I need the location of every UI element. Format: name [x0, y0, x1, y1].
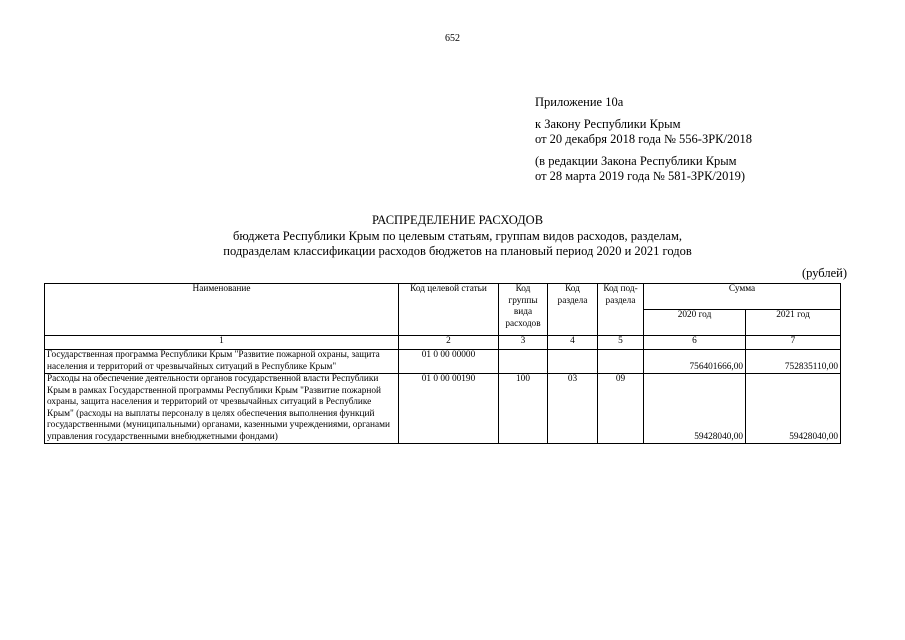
- header-subsection-code: Код под-раздела: [598, 284, 644, 336]
- row-sum-2020: 756401666,00: [644, 350, 746, 374]
- table-row: [45, 374, 841, 444]
- row-section-code: 03: [548, 374, 598, 444]
- appendix-law-date: от 20 декабря 2018 года № 556-ЗРК/2018: [535, 132, 752, 146]
- document-title: [0, 213, 905, 260]
- header-year-2021: 2021 год: [746, 310, 841, 336]
- col-number: 1: [45, 336, 399, 350]
- row-group-code: [499, 350, 548, 374]
- table-row: [45, 350, 841, 374]
- col-number: 7: [746, 336, 841, 350]
- row-target-code: 01 0 00 00190: [399, 374, 499, 444]
- row-name: Расходы на обеспечение деятельности органов государственной власти Республики Крым в рамках Государственной программы Республики Крым "Развитие пожарной охраны, защита населения и территорий от чрезвычайных ситуаций в Республике Крым" (расходы на выплаты персоналу в целях обеспечения выполнения функций государственными (муниципальными) органами, казенными учреждениями, органами управления государственными внебюджетными фондами): [45, 374, 399, 444]
- header-group-code: Код группы вида расходов: [499, 284, 548, 336]
- title-heading: РАСПРЕДЕЛЕНИЕ РАСХОДОВ: [371, 213, 544, 227]
- budget-table: [44, 283, 841, 444]
- col-number: 3: [499, 336, 548, 350]
- title-subtitle-2: подразделам классификации расходов бюджетов на плановый период 2020 и 2021 годов: [223, 244, 692, 258]
- appendix-revision: (в редакции Закона Республики Крым: [535, 154, 737, 168]
- row-sum-2021: 752835110,00: [746, 350, 841, 374]
- appendix-law: к Закону Республики Крым: [535, 117, 681, 131]
- row-subsection-code: [598, 350, 644, 374]
- row-subsection-code: 09: [598, 374, 644, 444]
- col-number: 6: [644, 336, 746, 350]
- row-sum-2021: 59428040,00: [746, 374, 841, 444]
- appendix-block: [535, 95, 752, 184]
- appendix-revision-date: от 28 марта 2019 года № 581-ЗРК/2019): [535, 169, 746, 183]
- col-number: 4: [548, 336, 598, 350]
- row-sum-2020: 59428040,00: [644, 374, 746, 444]
- header-year-2020: 2020 год: [644, 310, 746, 336]
- col-number: 2: [399, 336, 499, 350]
- column-number-row: [45, 336, 841, 350]
- appendix-title: Приложение 10а: [535, 95, 624, 109]
- units-label: (рублей): [801, 266, 847, 280]
- title-subtitle-1: бюджета Республики Крым по целевым статьям, группам видов расходов, разделам,: [233, 228, 682, 243]
- header-target-code: Код целевой статьи: [399, 284, 499, 336]
- header-sum: Сумма: [644, 284, 841, 310]
- row-target-code: 01 0 00 00000: [399, 350, 499, 374]
- header-section-code: Код раздела: [548, 284, 598, 336]
- header-name: Наименование: [45, 284, 399, 336]
- row-group-code: 100: [499, 374, 548, 444]
- page-number: 652: [445, 33, 460, 44]
- row-section-code: [548, 350, 598, 374]
- row-name: Государственная программа Республики Крым "Развитие пожарной охраны, защита населения и территорий от чрезвычайных ситуаций в Республике Крым": [45, 350, 399, 374]
- col-number: 5: [598, 336, 644, 350]
